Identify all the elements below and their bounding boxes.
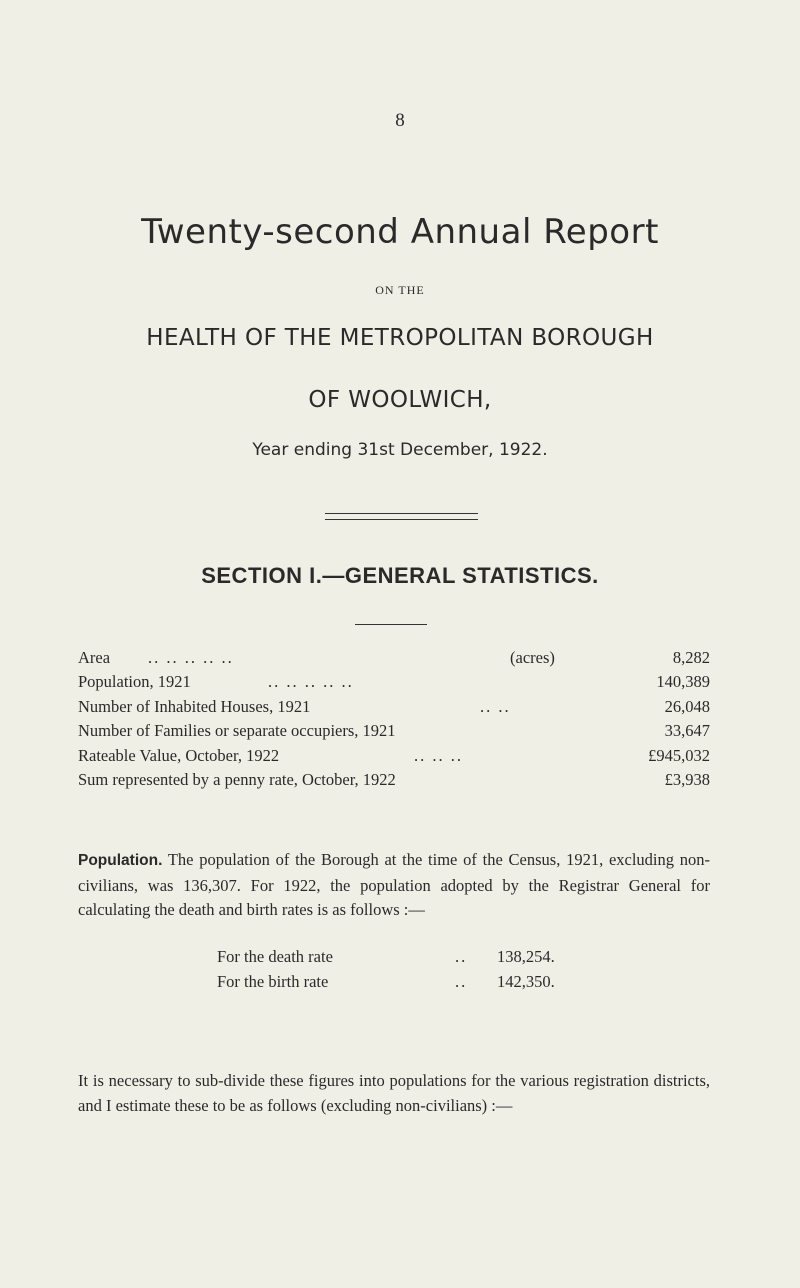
stat-row-houses <box>78 695 710 719</box>
section-heading: SECTION I.—GENERAL STATISTICS. <box>201 563 599 588</box>
population-rates-table <box>217 945 637 995</box>
stat-value: 8,282 <box>672 648 710 667</box>
leader-dots: .. <box>455 972 468 991</box>
general-statistics-table <box>78 646 710 792</box>
leader-dots: .. <box>455 947 468 966</box>
report-title: Twenty-second Annual Report <box>141 212 659 252</box>
rate-row-death <box>217 945 637 970</box>
stat-value: £945,032 <box>648 745 710 765</box>
stat-value: 33,647 <box>664 721 710 741</box>
stat-unit: (acres) <box>510 648 555 667</box>
subject-line-1: HEALTH OF THE METROPOLITAN BOROUGH <box>146 325 654 351</box>
stat-value: £3,938 <box>664 769 710 789</box>
stat-label: Sum represented by a penny rate, October, 1922 <box>78 769 396 789</box>
stat-row-area <box>78 646 710 670</box>
population-lead: Population. <box>78 852 163 869</box>
stat-label: Number of Inhabited Houses, 1921 <box>78 696 311 716</box>
double-rule-divider <box>325 513 478 520</box>
population-text: The population of the Borough at the time of the Census, 1921, excluding non-civilians, was 136,307. For 1922, the population adopted by the Registrar General for calculating the death and birth rates is as follows :— <box>78 850 710 920</box>
leader-dots: .. .. .. .. .. <box>148 648 234 667</box>
year-line: Year ending 31st December, 1922. <box>252 440 548 460</box>
stat-row-rateable-value <box>78 744 710 768</box>
stat-value: 140,389 <box>656 672 710 692</box>
rate-value: 142,350. <box>497 972 555 991</box>
closing-paragraph: It is necessary to sub-divide these figures into populations for the various registration districts, and I estimate these to be as follows (excluding non-civilians) :— <box>78 1071 710 1115</box>
stat-row-penny-rate <box>78 768 710 792</box>
rate-value: 138,254. <box>497 947 555 966</box>
on-the-label: ON THE <box>375 283 425 297</box>
stat-value: 26,048 <box>664 696 710 716</box>
subject-line-2: OF WOOLWICH, <box>308 387 492 413</box>
leader-dots: .. .. <box>480 696 511 716</box>
stat-row-population <box>78 670 710 694</box>
stat-label: Population, 1921 <box>78 672 191 692</box>
short-rule-divider <box>355 624 427 625</box>
rate-label: For the birth rate <box>217 972 329 991</box>
stat-row-families <box>78 719 710 743</box>
rate-label: For the death rate <box>217 947 333 966</box>
page-number: 8 <box>395 110 405 131</box>
stat-label: Area <box>78 648 111 667</box>
rate-row-birth <box>217 970 637 995</box>
leader-dots: .. .. .. <box>414 745 463 765</box>
population-paragraph <box>78 848 710 923</box>
leader-dots: .. .. .. .. .. <box>268 672 354 692</box>
stat-label: Rateable Value, October, 1922 <box>78 745 280 765</box>
stat-label: Number of Families or separate occupiers, 1921 <box>78 721 396 741</box>
